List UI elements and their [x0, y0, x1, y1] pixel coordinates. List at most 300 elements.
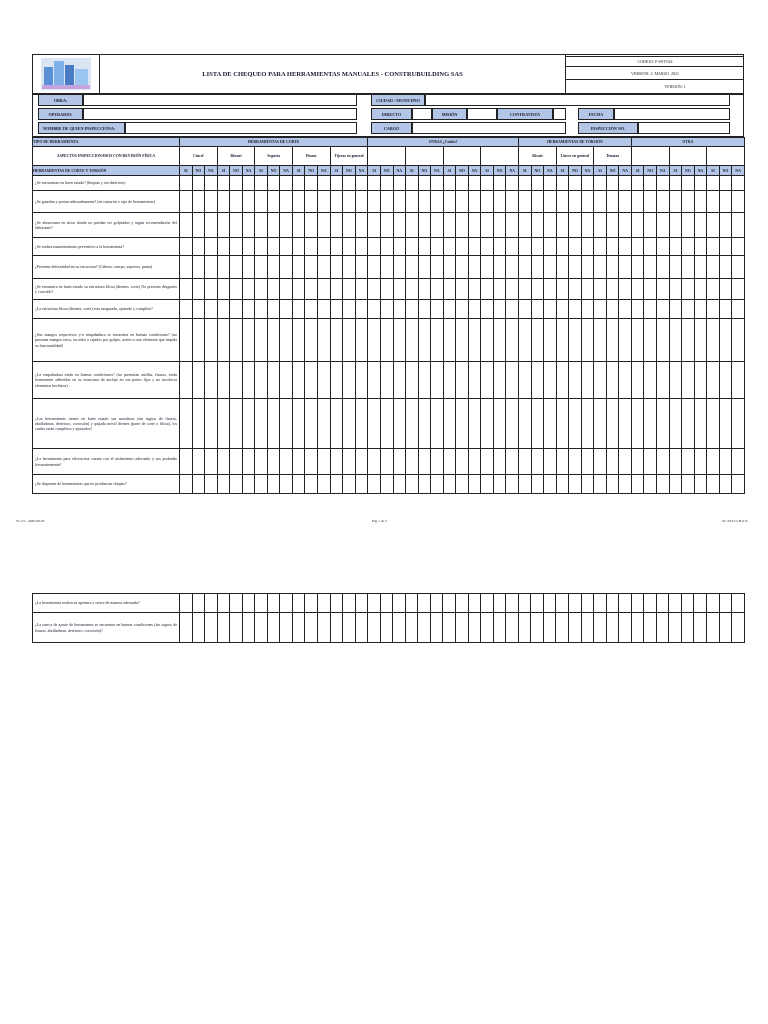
answer-cell[interactable]: [694, 362, 707, 399]
answer-cell[interactable]: [493, 176, 506, 191]
answer-cell[interactable]: [217, 449, 230, 475]
answer-cell[interactable]: [305, 449, 318, 475]
answer-cell[interactable]: [418, 238, 431, 256]
answer-cell[interactable]: [531, 279, 544, 300]
answer-cell[interactable]: [594, 475, 607, 494]
answer-cell[interactable]: [556, 362, 569, 399]
answer-cell[interactable]: [242, 319, 255, 362]
answer-cell[interactable]: [267, 362, 280, 399]
answer-cell[interactable]: [506, 613, 519, 643]
answer-cell[interactable]: [581, 362, 594, 399]
answer-cell[interactable]: [255, 279, 268, 300]
answer-cell[interactable]: [230, 256, 243, 279]
answer-cell[interactable]: [267, 319, 280, 362]
answer-cell[interactable]: [456, 238, 469, 256]
answer-cell[interactable]: [380, 449, 393, 475]
answer-cell[interactable]: [380, 176, 393, 191]
answer-cell[interactable]: [631, 362, 644, 399]
answer-cell[interactable]: [707, 319, 720, 362]
answer-cell[interactable]: [594, 176, 607, 191]
answer-cell[interactable]: [355, 319, 368, 362]
answer-cell[interactable]: [431, 256, 444, 279]
answer-cell[interactable]: [606, 613, 619, 643]
answer-cell[interactable]: [644, 279, 657, 300]
answer-cell[interactable]: [418, 279, 431, 300]
answer-cell[interactable]: [706, 613, 719, 643]
answer-cell[interactable]: [305, 238, 318, 256]
answer-cell[interactable]: [682, 362, 695, 399]
answer-cell[interactable]: [732, 362, 745, 399]
answer-cell[interactable]: [694, 449, 707, 475]
answer-cell[interactable]: [456, 449, 469, 475]
answer-cell[interactable]: [280, 475, 293, 494]
answer-cell[interactable]: [255, 176, 268, 191]
answer-cell[interactable]: [468, 613, 481, 643]
answer-cell[interactable]: [443, 449, 456, 475]
answer-cell[interactable]: [493, 191, 506, 213]
answer-cell[interactable]: [292, 213, 305, 238]
answer-cell[interactable]: [682, 176, 695, 191]
answer-cell[interactable]: [267, 449, 280, 475]
answer-cell[interactable]: [631, 213, 644, 238]
answer-cell[interactable]: [418, 319, 431, 362]
answer-cell[interactable]: [669, 238, 682, 256]
answer-cell[interactable]: [719, 594, 732, 613]
answer-cell[interactable]: [657, 238, 670, 256]
answer-cell[interactable]: [581, 238, 594, 256]
answer-cell[interactable]: [644, 475, 657, 494]
answer-cell[interactable]: [443, 475, 456, 494]
answer-cell[interactable]: [405, 594, 418, 613]
answer-cell[interactable]: [431, 362, 444, 399]
answer-cell[interactable]: [230, 238, 243, 256]
answer-cell[interactable]: [431, 176, 444, 191]
answer-cell[interactable]: [619, 319, 632, 362]
answer-cell[interactable]: [393, 319, 406, 362]
answer-cell[interactable]: [732, 213, 745, 238]
answer-cell[interactable]: [606, 449, 619, 475]
answer-cell[interactable]: [217, 594, 230, 613]
answer-cell[interactable]: [556, 191, 569, 213]
answer-cell[interactable]: [368, 449, 381, 475]
answer-cell[interactable]: [443, 319, 456, 362]
answer-cell[interactable]: [657, 279, 670, 300]
answer-cell[interactable]: [594, 319, 607, 362]
answer-cell[interactable]: [280, 399, 293, 449]
answer-cell[interactable]: [694, 213, 707, 238]
answer-cell[interactable]: [657, 399, 670, 449]
answer-cell[interactable]: [606, 213, 619, 238]
answer-cell[interactable]: [368, 362, 381, 399]
answer-cell[interactable]: [343, 449, 356, 475]
answer-cell[interactable]: [393, 238, 406, 256]
answer-cell[interactable]: [669, 362, 682, 399]
answer-cell[interactable]: [518, 191, 531, 213]
answer-cell[interactable]: [318, 256, 331, 279]
answer-cell[interactable]: [355, 475, 368, 494]
answer-cell[interactable]: [192, 238, 205, 256]
answer-cell[interactable]: [406, 300, 419, 319]
answer-cell[interactable]: [631, 594, 644, 613]
answer-cell[interactable]: [330, 613, 343, 643]
answer-cell[interactable]: [531, 213, 544, 238]
answer-cell[interactable]: [217, 362, 230, 399]
answer-cell[interactable]: [544, 449, 557, 475]
answer-cell[interactable]: [506, 399, 519, 449]
answer-cell[interactable]: [506, 594, 519, 613]
answer-cell[interactable]: [481, 191, 494, 213]
answer-cell[interactable]: [230, 279, 243, 300]
ciudad-field[interactable]: [425, 94, 730, 106]
answer-cell[interactable]: [606, 475, 619, 494]
answer-cell[interactable]: [606, 399, 619, 449]
answer-cell[interactable]: [594, 213, 607, 238]
answer-cell[interactable]: [569, 279, 582, 300]
answer-cell[interactable]: [330, 399, 343, 449]
contratista-checkbox[interactable]: [553, 108, 566, 120]
answer-cell[interactable]: [606, 594, 619, 613]
answer-cell[interactable]: [468, 238, 481, 256]
answer-cell[interactable]: [406, 449, 419, 475]
answer-cell[interactable]: [481, 279, 494, 300]
answer-cell[interactable]: [305, 279, 318, 300]
fecha-field[interactable]: [614, 108, 730, 120]
answer-cell[interactable]: [581, 256, 594, 279]
answer-cell[interactable]: [343, 300, 356, 319]
answer-cell[interactable]: [732, 300, 745, 319]
answer-cell[interactable]: [255, 475, 268, 494]
answer-cell[interactable]: [631, 300, 644, 319]
answer-cell[interactable]: [581, 319, 594, 362]
answer-cell[interactable]: [531, 449, 544, 475]
answer-cell[interactable]: [481, 213, 494, 238]
answer-cell[interactable]: [732, 176, 745, 191]
answer-cell[interactable]: [343, 362, 356, 399]
answer-cell[interactable]: [343, 399, 356, 449]
answer-cell[interactable]: [418, 449, 431, 475]
answer-cell[interactable]: [180, 213, 193, 238]
answer-cell[interactable]: [292, 300, 305, 319]
answer-cell[interactable]: [431, 319, 444, 362]
answer-cell[interactable]: [305, 191, 318, 213]
answer-cell[interactable]: [380, 191, 393, 213]
answer-cell[interactable]: [569, 191, 582, 213]
answer-cell[interactable]: [644, 176, 657, 191]
answer-cell[interactable]: [707, 449, 720, 475]
answer-cell[interactable]: [418, 300, 431, 319]
answer-cell[interactable]: [719, 191, 732, 213]
answer-cell[interactable]: [531, 399, 544, 449]
answer-cell[interactable]: [619, 279, 632, 300]
answer-cell[interactable]: [669, 279, 682, 300]
answer-cell[interactable]: [393, 613, 406, 643]
answer-cell[interactable]: [631, 191, 644, 213]
answer-cell[interactable]: [581, 594, 594, 613]
answer-cell[interactable]: [380, 613, 393, 643]
answer-cell[interactable]: [217, 475, 230, 494]
answer-cell[interactable]: [343, 213, 356, 238]
answer-cell[interactable]: [443, 613, 456, 643]
answer-cell[interactable]: [368, 279, 381, 300]
answer-cell[interactable]: [406, 362, 419, 399]
answer-cell[interactable]: [544, 213, 557, 238]
answer-cell[interactable]: [180, 449, 193, 475]
answer-cell[interactable]: [368, 256, 381, 279]
answer-cell[interactable]: [318, 594, 331, 613]
answer-cell[interactable]: [657, 213, 670, 238]
answer-cell[interactable]: [694, 238, 707, 256]
answer-cell[interactable]: [431, 213, 444, 238]
answer-cell[interactable]: [456, 362, 469, 399]
tool-name-cell[interactable]: [443, 147, 481, 166]
answer-cell[interactable]: [581, 213, 594, 238]
answer-cell[interactable]: [318, 279, 331, 300]
answer-cell[interactable]: [694, 399, 707, 449]
answer-cell[interactable]: [606, 319, 619, 362]
answer-cell[interactable]: [719, 256, 732, 279]
answer-cell[interactable]: [242, 176, 255, 191]
answer-cell[interactable]: [456, 213, 469, 238]
answer-cell[interactable]: [205, 300, 218, 319]
answer-cell[interactable]: [531, 613, 544, 643]
answer-cell[interactable]: [355, 279, 368, 300]
answer-cell[interactable]: [694, 176, 707, 191]
answer-cell[interactable]: [443, 176, 456, 191]
answer-cell[interactable]: [468, 362, 481, 399]
answer-cell[interactable]: [380, 300, 393, 319]
answer-cell[interactable]: [669, 475, 682, 494]
answer-cell[interactable]: [280, 362, 293, 399]
answer-cell[interactable]: [631, 449, 644, 475]
answer-cell[interactable]: [468, 256, 481, 279]
answer-cell[interactable]: [205, 191, 218, 213]
answer-cell[interactable]: [192, 594, 205, 613]
answer-cell[interactable]: [267, 256, 280, 279]
answer-cell[interactable]: [192, 300, 205, 319]
answer-cell[interactable]: [355, 238, 368, 256]
answer-cell[interactable]: [531, 475, 544, 494]
answer-cell[interactable]: [682, 449, 695, 475]
answer-cell[interactable]: [305, 594, 318, 613]
answer-cell[interactable]: [230, 213, 243, 238]
answer-cell[interactable]: [192, 319, 205, 362]
answer-cell[interactable]: [569, 362, 582, 399]
answer-cell[interactable]: [456, 475, 469, 494]
answer-cell[interactable]: [368, 475, 381, 494]
answer-cell[interactable]: [594, 613, 607, 643]
answer-cell[interactable]: [205, 613, 218, 643]
answer-cell[interactable]: [657, 191, 670, 213]
answer-cell[interactable]: [305, 213, 318, 238]
answer-cell[interactable]: [594, 238, 607, 256]
answer-cell[interactable]: [180, 613, 193, 643]
answer-cell[interactable]: [556, 256, 569, 279]
answer-cell[interactable]: [707, 191, 720, 213]
answer-cell[interactable]: [443, 300, 456, 319]
answer-cell[interactable]: [493, 399, 506, 449]
answer-cell[interactable]: [330, 594, 343, 613]
answer-cell[interactable]: [456, 319, 469, 362]
answer-cell[interactable]: [518, 613, 531, 643]
answer-cell[interactable]: [318, 399, 331, 449]
answer-cell[interactable]: [343, 176, 356, 191]
answer-cell[interactable]: [280, 319, 293, 362]
answer-cell[interactable]: [192, 362, 205, 399]
answer-cell[interactable]: [531, 319, 544, 362]
answer-cell[interactable]: [631, 176, 644, 191]
answer-cell[interactable]: [318, 176, 331, 191]
answer-cell[interactable]: [393, 191, 406, 213]
answer-cell[interactable]: [581, 475, 594, 494]
answer-cell[interactable]: [568, 613, 581, 643]
answer-cell[interactable]: [518, 362, 531, 399]
answer-cell[interactable]: [255, 399, 268, 449]
answer-cell[interactable]: [230, 319, 243, 362]
answer-cell[interactable]: [619, 449, 632, 475]
answer-cell[interactable]: [393, 279, 406, 300]
answer-cell[interactable]: [694, 191, 707, 213]
answer-cell[interactable]: [468, 191, 481, 213]
answer-cell[interactable]: [556, 319, 569, 362]
answer-cell[interactable]: [192, 279, 205, 300]
answer-cell[interactable]: [518, 256, 531, 279]
answer-cell[interactable]: [330, 191, 343, 213]
answer-cell[interactable]: [669, 399, 682, 449]
answer-cell[interactable]: [368, 613, 381, 643]
answer-cell[interactable]: [380, 238, 393, 256]
answer-cell[interactable]: [368, 238, 381, 256]
answer-cell[interactable]: [732, 238, 745, 256]
tool-name-cell[interactable]: [631, 147, 669, 166]
answer-cell[interactable]: [267, 399, 280, 449]
answer-cell[interactable]: [732, 319, 745, 362]
answer-cell[interactable]: [656, 613, 669, 643]
answer-cell[interactable]: [506, 238, 519, 256]
answer-cell[interactable]: [217, 613, 230, 643]
answer-cell[interactable]: [544, 238, 557, 256]
answer-cell[interactable]: [280, 176, 293, 191]
answer-cell[interactable]: [518, 213, 531, 238]
answer-cell[interactable]: [305, 256, 318, 279]
answer-cell[interactable]: [644, 238, 657, 256]
answer-cell[interactable]: [481, 449, 494, 475]
answer-cell[interactable]: [506, 279, 519, 300]
answer-cell[interactable]: [443, 399, 456, 449]
answer-cell[interactable]: [544, 176, 557, 191]
answer-cell[interactable]: [481, 362, 494, 399]
answer-cell[interactable]: [594, 279, 607, 300]
answer-cell[interactable]: [544, 279, 557, 300]
answer-cell[interactable]: [343, 238, 356, 256]
answer-cell[interactable]: [456, 300, 469, 319]
answer-cell[interactable]: [468, 475, 481, 494]
answer-cell[interactable]: [556, 475, 569, 494]
answer-cell[interactable]: [581, 279, 594, 300]
answer-cell[interactable]: [569, 449, 582, 475]
answer-cell[interactable]: [318, 238, 331, 256]
answer-cell[interactable]: [393, 475, 406, 494]
answer-cell[interactable]: [280, 191, 293, 213]
answer-cell[interactable]: [242, 238, 255, 256]
cargo-field[interactable]: [412, 122, 566, 134]
answer-cell[interactable]: [242, 213, 255, 238]
answer-cell[interactable]: [242, 300, 255, 319]
answer-cell[interactable]: [430, 613, 443, 643]
answer-cell[interactable]: [518, 475, 531, 494]
answer-cell[interactable]: [242, 256, 255, 279]
tool-name-cell[interactable]: [669, 147, 707, 166]
answer-cell[interactable]: [694, 594, 707, 613]
answer-cell[interactable]: [531, 256, 544, 279]
answer-cell[interactable]: [205, 279, 218, 300]
answer-cell[interactable]: [707, 475, 720, 494]
answer-cell[interactable]: [393, 362, 406, 399]
answer-cell[interactable]: [719, 176, 732, 191]
answer-cell[interactable]: [707, 362, 720, 399]
answer-cell[interactable]: [619, 256, 632, 279]
answer-cell[interactable]: [318, 191, 331, 213]
answer-cell[interactable]: [644, 191, 657, 213]
answer-cell[interactable]: [719, 362, 732, 399]
answer-cell[interactable]: [569, 319, 582, 362]
answer-cell[interactable]: [431, 449, 444, 475]
answer-cell[interactable]: [694, 613, 707, 643]
answer-cell[interactable]: [368, 191, 381, 213]
answer-cell[interactable]: [230, 191, 243, 213]
answer-cell[interactable]: [669, 613, 682, 643]
answer-cell[interactable]: [506, 475, 519, 494]
answer-cell[interactable]: [669, 176, 682, 191]
answer-cell[interactable]: [481, 319, 494, 362]
answer-cell[interactable]: [506, 176, 519, 191]
answer-cell[interactable]: [606, 191, 619, 213]
answer-cell[interactable]: [431, 191, 444, 213]
answer-cell[interactable]: [493, 613, 506, 643]
answer-cell[interactable]: [406, 238, 419, 256]
answer-cell[interactable]: [343, 475, 356, 494]
answer-cell[interactable]: [732, 399, 745, 449]
answer-cell[interactable]: [594, 256, 607, 279]
answer-cell[interactable]: [267, 475, 280, 494]
answer-cell[interactable]: [230, 300, 243, 319]
answer-cell[interactable]: [280, 256, 293, 279]
answer-cell[interactable]: [694, 256, 707, 279]
answer-cell[interactable]: [242, 594, 255, 613]
answer-cell[interactable]: [406, 319, 419, 362]
answer-cell[interactable]: [242, 191, 255, 213]
answer-cell[interactable]: [707, 300, 720, 319]
answer-cell[interactable]: [682, 475, 695, 494]
obra-field[interactable]: [83, 94, 357, 106]
answer-cell[interactable]: [393, 256, 406, 279]
answer-cell[interactable]: [267, 279, 280, 300]
answer-cell[interactable]: [518, 300, 531, 319]
answer-cell[interactable]: [418, 475, 431, 494]
answer-cell[interactable]: [418, 362, 431, 399]
answer-cell[interactable]: [180, 362, 193, 399]
answer-cell[interactable]: [707, 399, 720, 449]
answer-cell[interactable]: [657, 319, 670, 362]
answer-cell[interactable]: [230, 399, 243, 449]
answer-cell[interactable]: [343, 191, 356, 213]
answer-cell[interactable]: [456, 176, 469, 191]
answer-cell[interactable]: [493, 475, 506, 494]
answer-cell[interactable]: [732, 594, 745, 613]
answer-cell[interactable]: [380, 362, 393, 399]
answer-cell[interactable]: [682, 256, 695, 279]
answer-cell[interactable]: [305, 475, 318, 494]
answer-cell[interactable]: [456, 191, 469, 213]
